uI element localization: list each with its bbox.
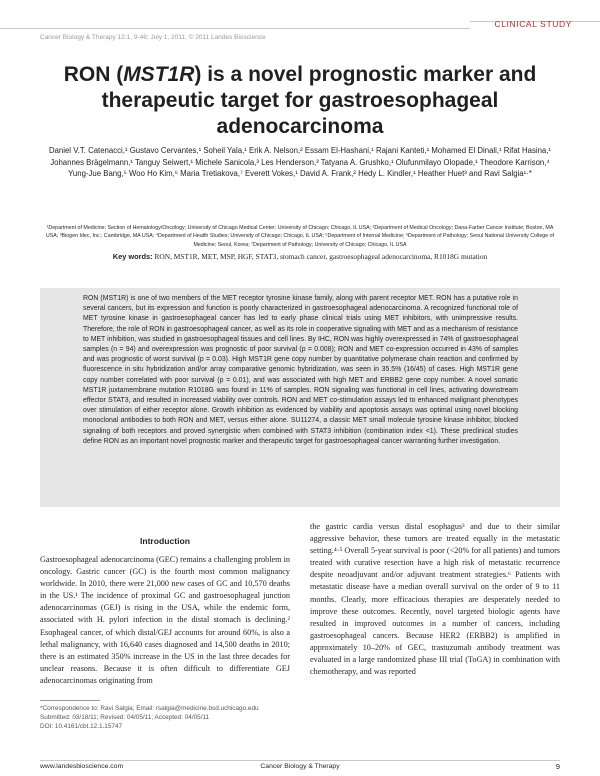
dates-note: Submitted: 03/18/11; Revised: 04/05/11; Accepted: 04/05/11 (40, 714, 210, 721)
affiliations: ¹Department of Medicine; Section of Hematology/Oncology; University of Chicago Medical Center; University of Chicago; Chicago, IL USA; ²Department of Medical Oncology; Dana-Farber Cancer Institute; Boston, MA USA; ³Biogen Idec, Inc.; Cambridge, MA USA; ⁴Department of Health Studies; University of Chicago; Chicago, IL USA; ⁵Department of Internal Medicine; ⁶Department of Pathology; Seoul National University College of Medicine; Seoul, Korea; ⁷Department of Pathology; University of Chicago; Chicago, IL USA (45, 225, 555, 248)
correspondence-note: *Correspondence to: Ravi Salgia; Email: rsalgia@medicine.bsd.uchicago.edu (40, 705, 259, 712)
footer-rule (40, 760, 560, 761)
footer-website[interactable]: www.landesbioscience.com (40, 763, 124, 770)
author-list: Daniel V.T. Catenacci,¹ Gustavo Cervantes,¹ Soheil Yala,¹ Erik A. Nelson,² Essam El-Hashani,¹ Rajani Kanteti,¹ Mohamed El Dinali,¹ Rifat Hasina,¹ Johannes Brägelmann,¹ Tanguy Seiwert,¹ Michele Sanicola,³ Les Henderson,³ Tatyana A. Grushko,¹ Olufunmilayo Olopade,¹ Theodore Karrison,⁴ Yung-Jue Bang,⁵ Woo Ho Kim,⁶ Maria Tretiakova,⁷ Everett Vokes,¹ David A. Frank,² Hedy L. Kindler,¹ Heather Huet³ and Ravi Salgia¹·* (48, 146, 552, 178)
column-right (310, 521, 560, 678)
journal-citation: Cancer Biology & Therapy 12:1, 9-46; July 1, 2011; © 2011 Landes Bioscience (40, 34, 266, 41)
keywords-text: RON, MST1R, MET, MSP, HGF, STAT3, stomach cancer, gastroesophageal adenocarcinoma, R1018G mutation (154, 252, 488, 261)
column-left (40, 536, 290, 687)
title-part-2: ) is a novel prognostic marker and therapeutic target for gastroesophageal adenocarcinoma (101, 63, 537, 138)
abstract-text: RON (MST1R) is one of two members of the MET receptor tyrosine kinase family, along with parent receptor MET. RON has a putative role in several cancers, but its expression and function is poorly characterized in gastroesophageal adenocarcinoma. A recognized functional role of MET tyrosine kinase in gastroesophageal cancer has led to early phase clinical trials using MET inhibitors, with unimpressive results. Therefore, the role of RON in gastroesophageal cancer, as well as its role in cooperative signaling with MET and as a mechanism of resistance to MET inhibition, was studied in gastroesophageal tissues and cell lines. By IHC, RON was highly overexpressed in 74% of gastroesophageal samples (n = 94) and overexpression was prognostic of poor survival (p = 0.008); RON and MET co-expression occurred in 43% of samples and was prognostic of worst survival (p = 0.03). High MST1R gene copy number by quantitative polymerase chain reaction and confirmed by fluorescence in situ hybridization and/or array comparative genomic hybridization, was seen in 35.5% (16/45) of cases. High MST1R gene copy number correlated with poor survival (p = 0.01), and was associated with high MET and ERBB2 gene copy number. A novel somatic MST1R juxtamembrane mutation R1018G was found in 11% of samples. RON signaling was functional in cell lines, activating downstream effector STAT3, and resulted in increased viability over controls. RON and MET co-stimulation assays led to enhanced malignant phenotypes over stimulation of either receptor alone. Growth inhibition as evidenced by viability and apoptosis assays was optimal using novel blocking monoclonal antibodies to both RON and MET, versus either alone. SU11274, a classic MET small molecule tyrosine kinase inhibitor, blocked signaling of both receptors and proved synergistic when combined with STAT3 inhibition (combination index <1). These preclinical studies define RON as an important novel prognostic marker and therapeutic target for gastroesophageal cancer warranting further investigation. (83, 295, 518, 445)
keywords (40, 252, 560, 261)
header-rule (0, 28, 470, 29)
footnote-rule (40, 700, 100, 701)
title-part-1: RON ( (63, 63, 124, 86)
page-number: 9 (555, 762, 560, 771)
footer-journal: Cancer Biology & Therapy (260, 763, 340, 770)
footnotes (40, 704, 259, 731)
section-heading-introduction: Introduction (139, 536, 191, 546)
section-label: CLINICAL STUDY (494, 19, 572, 29)
doi-note: DOI: 10.4161/cbt.12.1.15747 (40, 723, 123, 730)
keywords-label: Key words: (112, 252, 153, 261)
article-title (40, 62, 560, 140)
intro-paragraph-left: Gastroesophageal adenocarcinoma (GEC) remains a challenging problem in oncology. Gastric cancer (GC) is the fourth most common malignancy worldwide. In 2010, there were 21,000 new cases of GC and 10,570 deaths in the US.¹ The incidence of proximal GC and gastroesophageal junction adenocarcinomas (GEJ) is rising in the USA, while the endemic form, associated with H. pylori infection in the distal stomach is declining.² Esophageal cancer, of which distal/GEJ accounts for around 60%, is also a lethal malignancy, with 16,640 cases diagnosed and 14,500 deaths in 2010; there is an estimated 350% increase in the US in the last three decades for unclear reasons. Because it is often difficult to differentiate GEJ adenocarcinomas originating from (40, 555, 290, 685)
intro-paragraph-right: the gastric cardia versus distal esophagus³ and due to their similar aggressive behavior, these tumors are treated equally in the metastatic setting.⁴·⁵ Overall 5-year survival is poor (<20% for all patients) and tumors treated with curative resection have a high risk of metastatic recurrence despite neoadjuvant and/or adjuvant treatment strategies.⁶ Patients with metastatic disease have a median overall survival on the order of 9 to 11 months. Clearly, more efficacious therapies are desperately needed to improve these outcomes. Recently, novel targeted biologic agents have resulted in improved outcomes in a number of cancers, including gastroesophageal cancers. Because HER2 (ERBB2) is amplified in approximately 10–20% of GEC, trastuzumab antibody treatment was evaluated in a large randomized phase III trial (ToGA) in combination with chemotherapy, and was reported (310, 522, 560, 677)
title-gene-name: MST1R (123, 63, 195, 86)
